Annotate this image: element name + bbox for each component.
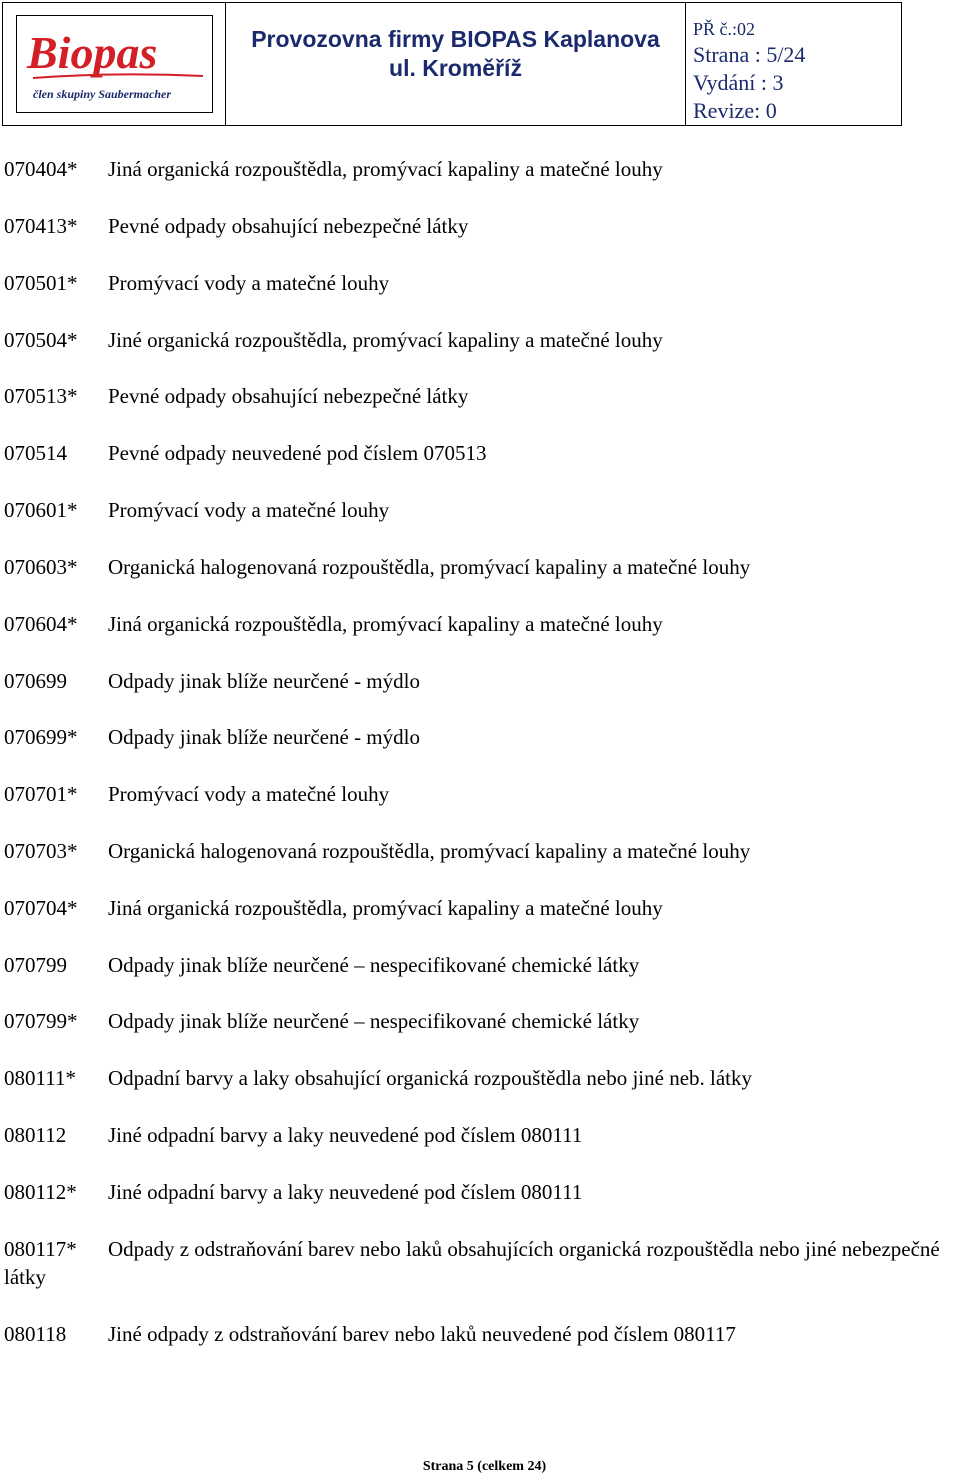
header-title-line1: Provozovna firmy BIOPAS Kaplanova — [251, 26, 660, 52]
waste-description: Promývací vody a matečné louhy — [108, 271, 390, 295]
list-item — [4, 1235, 960, 1291]
document-header — [2, 2, 902, 126]
waste-code: 070799 — [4, 953, 67, 977]
waste-code: 070504* — [4, 328, 78, 352]
waste-code: 070603* — [4, 555, 78, 579]
biopas-logo — [16, 15, 213, 113]
waste-description: Odpady z odstraňování barev nebo laků obsahujících organická rozpouštědla nebo jiné nebezpečné látky — [4, 1237, 940, 1289]
waste-code: 080111* — [4, 1066, 76, 1090]
waste-code: 070699 — [4, 669, 67, 693]
waste-description: Jiné odpadní barvy a laky neuvedené pod číslem 080111 — [108, 1123, 583, 1147]
waste-description: Odpadní barvy a laky obsahující organická rozpouštědla nebo jiné neb. látky — [108, 1066, 753, 1090]
title-cell — [226, 3, 686, 125]
revision-label: Revize: 0 — [693, 98, 777, 123]
waste-description: Promývací vody a matečné louhy — [108, 782, 390, 806]
waste-code: 070601* — [4, 498, 78, 522]
page-footer: Strana 5 (celkem 24) — [422, 1459, 547, 1474]
waste-code: 070799* — [4, 1009, 78, 1033]
waste-code: 080118 — [4, 1322, 67, 1346]
logo-wordmark: Biopas — [27, 27, 158, 78]
waste-description: Jiná organická rozpouštědla, promývací kapaliny a matečné louhy — [108, 896, 663, 920]
waste-code: 080112 — [4, 1123, 67, 1147]
waste-code: 070703* — [4, 839, 78, 863]
waste-description: Pevné odpady neuvedené pod číslem 070513 — [108, 441, 487, 465]
waste-description: Promývací vody a matečné louhy — [108, 498, 390, 522]
waste-description: Odpady jinak blíže neurčené - mýdlo — [108, 725, 420, 749]
waste-description: Odpady jinak blíže neurčené – nespecifikované chemické látky — [108, 1009, 640, 1033]
waste-code: 070514 — [4, 441, 67, 465]
waste-description: Pevné odpady obsahující nebezpečné látky — [108, 384, 469, 408]
info-cell — [686, 3, 901, 125]
logo-graphic — [17, 16, 211, 111]
logo-subtitle: člen skupiny Saubermacher — [33, 87, 172, 101]
page-indicator: Strana : 5/24 — [693, 42, 806, 67]
waste-code: 070699* — [4, 725, 78, 749]
waste-code: 070404* — [4, 157, 78, 181]
waste-description: Organická halogenovaná rozpouštědla, promývací kapaliny a matečné louhy — [108, 555, 751, 579]
waste-description: Jiné odpady z odstraňování barev nebo laků neuvedené pod číslem 080117 — [108, 1322, 736, 1346]
header-title-line2: ul. Kroměříž — [389, 55, 522, 81]
waste-description: Organická halogenovaná rozpouštědla, promývací kapaliny a matečné louhy — [108, 839, 751, 863]
waste-description: Pevné odpady obsahující nebezpečné látky — [108, 214, 469, 238]
waste-code: 080117* — [4, 1237, 77, 1261]
waste-code: 070604* — [4, 612, 78, 636]
logo-cell — [3, 3, 226, 125]
waste-description: Odpady jinak blíže neurčené - mýdlo — [108, 669, 420, 693]
waste-description: Jiná organická rozpouštědla, promývací kapaliny a matečné louhy — [108, 612, 663, 636]
waste-code: 070513* — [4, 384, 78, 408]
waste-description: Jiné organická rozpouštědla, promývací kapaliny a matečné louhy — [108, 328, 663, 352]
waste-description: Jiná organická rozpouštědla, promývací kapaliny a matečné louhy — [108, 157, 663, 181]
waste-code: 080112* — [4, 1180, 77, 1204]
waste-code: 070704* — [4, 896, 78, 920]
waste-code: 070501* — [4, 271, 78, 295]
edition-label: Vydání : 3 — [693, 70, 784, 95]
waste-code: 070413* — [4, 214, 78, 238]
waste-description: Jiné odpadní barvy a laky neuvedené pod číslem 080111 — [108, 1180, 583, 1204]
doc-number: PŘ č.:02 — [693, 19, 756, 39]
waste-code: 070701* — [4, 782, 78, 806]
waste-description: Odpady jinak blíže neurčené – nespecifikované chemické látky — [108, 953, 640, 977]
